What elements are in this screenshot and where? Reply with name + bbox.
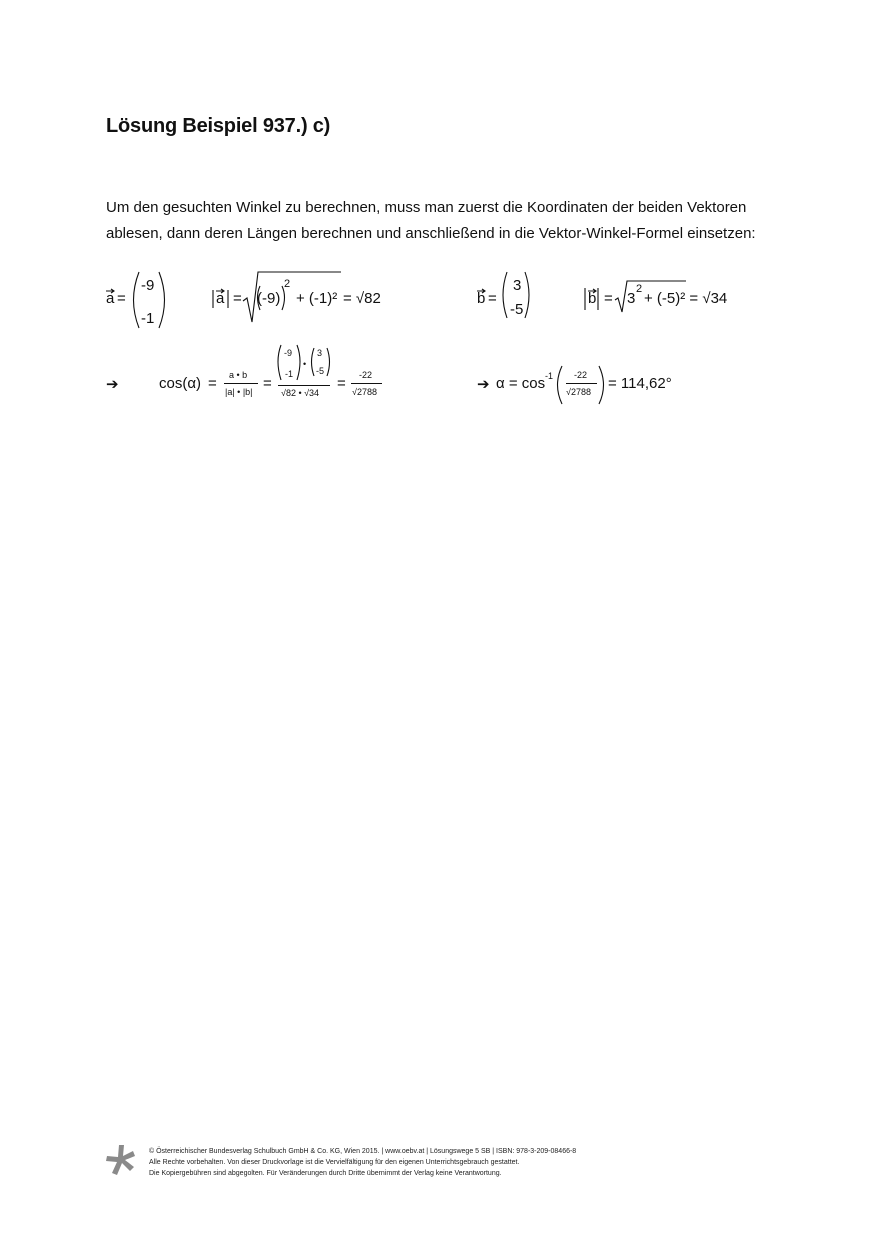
arrow-icon: ➔ (477, 376, 490, 393)
length-b-equals: = (604, 290, 613, 307)
frac3-numerator: -22 (359, 370, 373, 380)
alpha-left-paren (558, 366, 563, 404)
frac3-denominator: √2788 (352, 387, 377, 397)
frac2-dot: • (303, 359, 307, 369)
alpha-lhs: α = cos (496, 375, 546, 392)
length-b-term2: + (-5)² = √34 (644, 290, 728, 307)
intro-line-2: ablesen, dann deren Längen berechnen und anschließend in die Vektor-Winkel-Formel einsetzen: (106, 225, 756, 242)
length-a-equals: = (233, 290, 242, 307)
alpha-numerator: -22 (574, 370, 588, 380)
alpha-result: = 114,62° (608, 375, 672, 392)
length-a-term2: + (-1)² (296, 290, 338, 307)
frac1-denominator: |a| • |b| (225, 387, 253, 397)
vector-b-left-paren (503, 272, 507, 318)
length-a-result: = √82 (343, 290, 381, 307)
footer-rights: Alle Rechte vorbehalten. Von dieser Druckvorlage ist die Vervielfältigung für den eigenen Unterrichtsgebrauch gestattet. (149, 1159, 520, 1166)
length-a-open-paren (258, 286, 261, 310)
vector-a-left-paren (134, 272, 140, 328)
cos-equals-3: = (337, 375, 346, 392)
length-b-base: 3 (627, 290, 636, 307)
frac2-vec1-y: -1 (285, 369, 294, 379)
frac2-denominator: √82 • √34 (281, 388, 320, 398)
cos-equals-1: = (208, 375, 217, 392)
footer-copyright: © Österreichischer Bundesverlag Schulbuch GmbH & Co. KG, Wien 2015. | www.oebv.at | Lösungswege 5 SB | ISBN: 978-3-209-08466-8 (149, 1148, 577, 1155)
vector-a-arrow-icon (106, 289, 114, 293)
publisher-asterisk-logo-icon (106, 1145, 136, 1177)
frac2-vec2-right-paren (327, 348, 330, 376)
intro-line-1: Um den gesuchten Winkel zu berechnen, muss man zuerst die Koordinaten der beiden Vektoren (106, 199, 747, 216)
cos-equals-2: = (263, 375, 272, 392)
arrow-icon: ➔ (106, 376, 119, 393)
vector-b-label: b (477, 290, 486, 307)
vector-a-x: -9 (141, 277, 155, 294)
length-a-term1: (-9) (257, 290, 281, 307)
vector-a-label: a (106, 290, 115, 307)
frac1-numerator: a • b (229, 370, 248, 380)
vector-b-equals: = (488, 290, 497, 307)
page-title: Lösung Beispiel 937.) c) (106, 115, 331, 137)
alpha-denominator: √2788 (566, 387, 591, 397)
footer-fees: Die Kopiergebühren sind abgegolten. Für Veränderungen durch Dritte übernimmt der Verlag keine Verantwortung. (149, 1170, 502, 1177)
vector-b-y: -5 (510, 301, 524, 318)
length-b-exponent: 2 (636, 283, 643, 295)
cos-lhs: cos(α) (159, 375, 202, 392)
frac2-vec1-right-paren (297, 345, 300, 380)
length-b-radical (615, 281, 686, 312)
frac2-vec2-left-paren (312, 348, 315, 376)
frac2-vec1-left-paren (278, 345, 281, 380)
length-a-arrow-icon (216, 289, 224, 293)
length-a-exponent: 2 (284, 278, 291, 290)
alpha-right-paren (599, 366, 604, 404)
length-a-close-paren (282, 286, 285, 310)
length-b-label: b (588, 290, 597, 307)
alpha-exponent: -1 (545, 371, 554, 381)
vector-b-right-paren (525, 272, 529, 318)
length-b-arrow-icon (588, 289, 596, 293)
frac2-vec2-y: -5 (316, 366, 325, 376)
vector-a-equals: = (117, 290, 126, 307)
length-a-label: a (216, 290, 225, 307)
vector-b-x: 3 (513, 277, 522, 294)
vector-a-y: -1 (141, 310, 155, 327)
frac2-vec2-x: 3 (317, 348, 323, 358)
footer (149, 1146, 749, 1179)
vector-b-arrow-icon (477, 289, 485, 293)
vector-a-right-paren (159, 272, 165, 328)
frac2-vec1-x: -9 (284, 348, 293, 358)
